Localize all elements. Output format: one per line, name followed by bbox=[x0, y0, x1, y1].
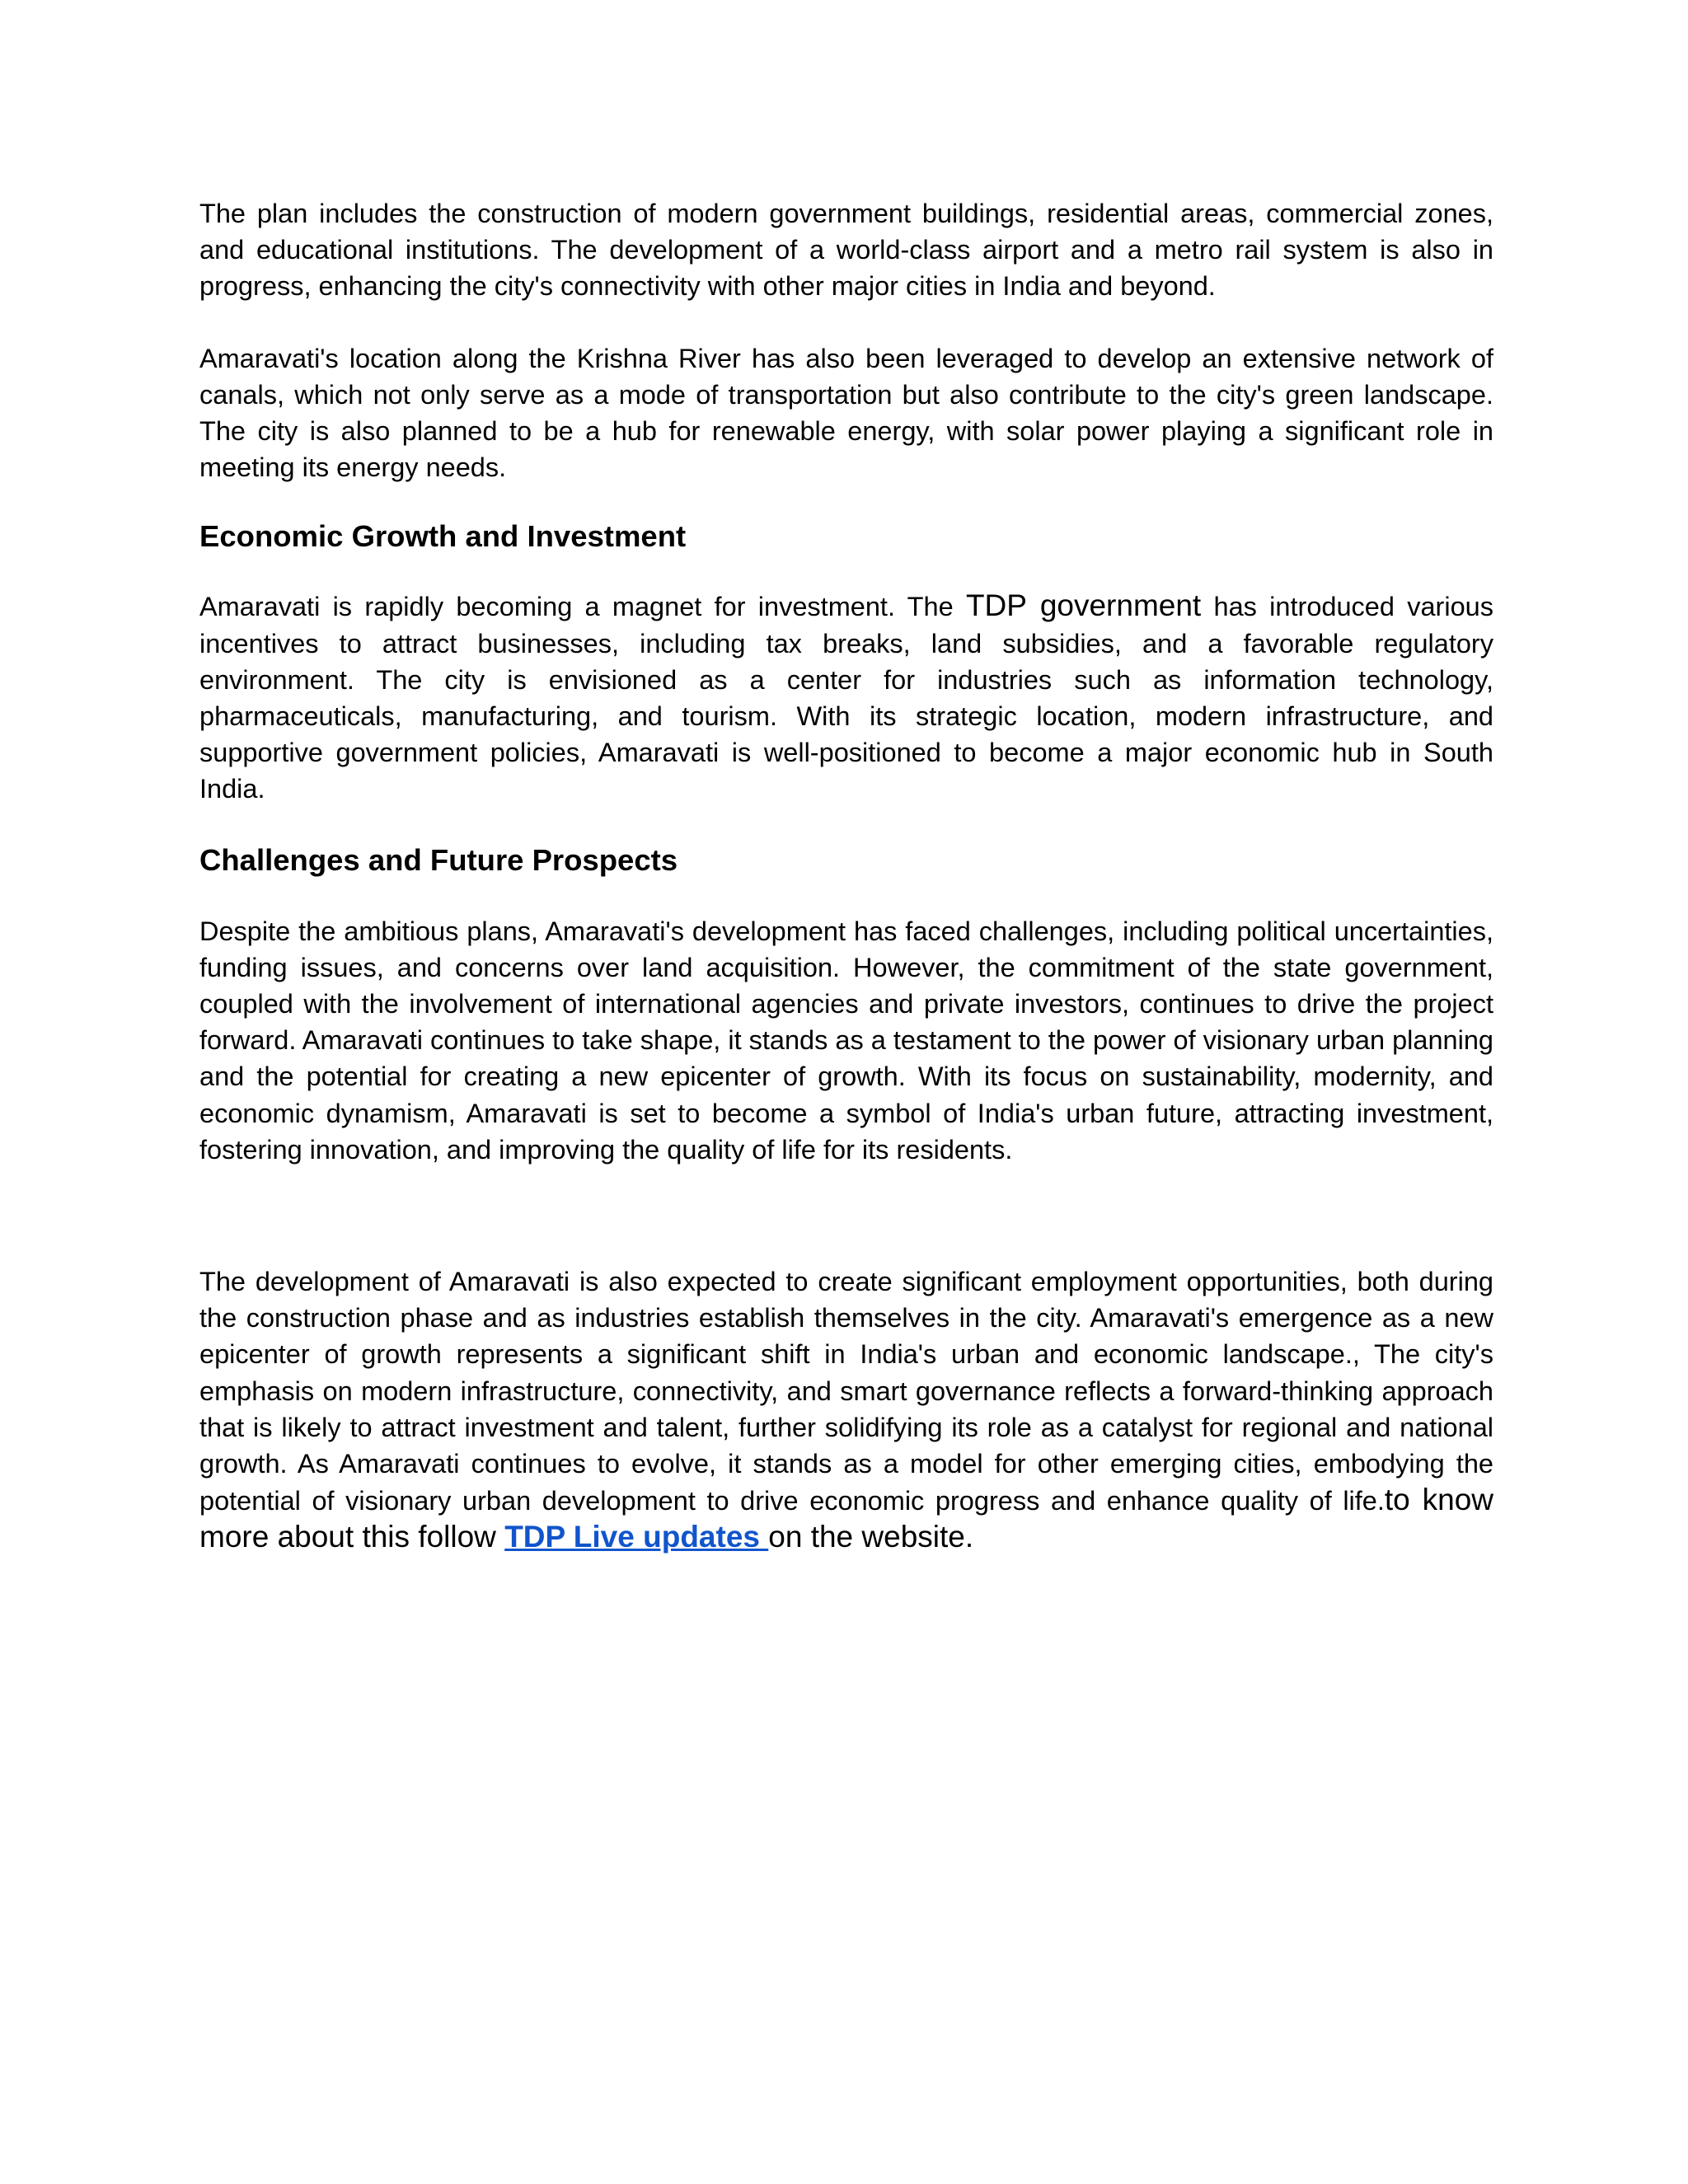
tdp-government-text: TDP government bbox=[965, 588, 1202, 623]
document-page bbox=[199, 195, 1493, 1557]
paragraph-investment-start: Amaravati is rapidly becoming a magnet for investment. The bbox=[199, 592, 966, 622]
cta-text: to know more about this follow bbox=[199, 1483, 1493, 1554]
paragraph-employment-text: The development of Amaravati is also expected to create significant employment opportunities, both during the construction phase and as industries establish themselves in the city. Amaravati's emergence as a new epicenter of growth represents a significant shift in India's urban and economic landscape., The city's emphasis on modern infrastructure, connectivity, and smart governance reflects a forward-thinking approach that is likely to attract investment and talent, further solidifying its role as a catalyst for regional and national growth. As Amaravati continues to evolve, it stands as a model for other emerging cities, embodying the potential of visionary urban development to drive economic progress and enhance quality of life. bbox=[199, 1267, 1493, 1516]
paragraph-investment-rest: has introduced various incentives to attract businesses, including tax breaks, land subsidies, and a favorable regulatory environment. The city is envisioned as a center for industries such as information technology, pharmaceuticals, manufacturing, and tourism. With its strategic location, modern infrastructure, and supportive government policies, Amaravati is well-positioned to become a major economic hub in South India. bbox=[199, 592, 1494, 804]
paragraph-krishna-river: Amaravati's location along the Krishna River has also been leveraged to develop an extensive network of canals, which not only serve as a mode of transportation but also contribute to the city's green landscape. The city is also planned to be a hub for renewable energy, with solar power playing a significant role in meeting its energy needs. bbox=[199, 343, 1493, 483]
cta-end-text: on the website. bbox=[768, 1520, 974, 1554]
heading-challenges: Challenges and Future Prospects bbox=[199, 842, 678, 877]
paragraph-challenges: Despite the ambitious plans, Amaravati's development has faced challenges, including political uncertainties, funding issues, and concerns over land acquisition. However, the commitment of the state government, coupled with the involvement of international agencies and private investors, continues to drive the project forward. Amaravati continues to take shape, it stands as a testament to the power of visionary urban planning and the potential for creating a new epicenter of growth. With its focus on sustainability, modernity, and economic dynamism, Amaravati is set to become a symbol of India's urban future, attracting investment, fostering innovation, and improving the quality of life for its residents. bbox=[199, 916, 1493, 1165]
heading-economic-growth: Economic Growth and Investment bbox=[199, 519, 687, 554]
tdp-live-updates-link[interactable]: TDP Live updates bbox=[504, 1520, 769, 1554]
paragraph-plan: The plan includes the construction of modern government buildings, residential areas, commercial zones, and educational institutions. The development of a world-class airport and a metro rail system is also in progress, enhancing the city's connectivity with other major cities in India and beyond. bbox=[199, 199, 1493, 302]
paragraph-investment bbox=[199, 588, 1493, 807]
paragraph-employment bbox=[199, 1263, 1493, 1557]
